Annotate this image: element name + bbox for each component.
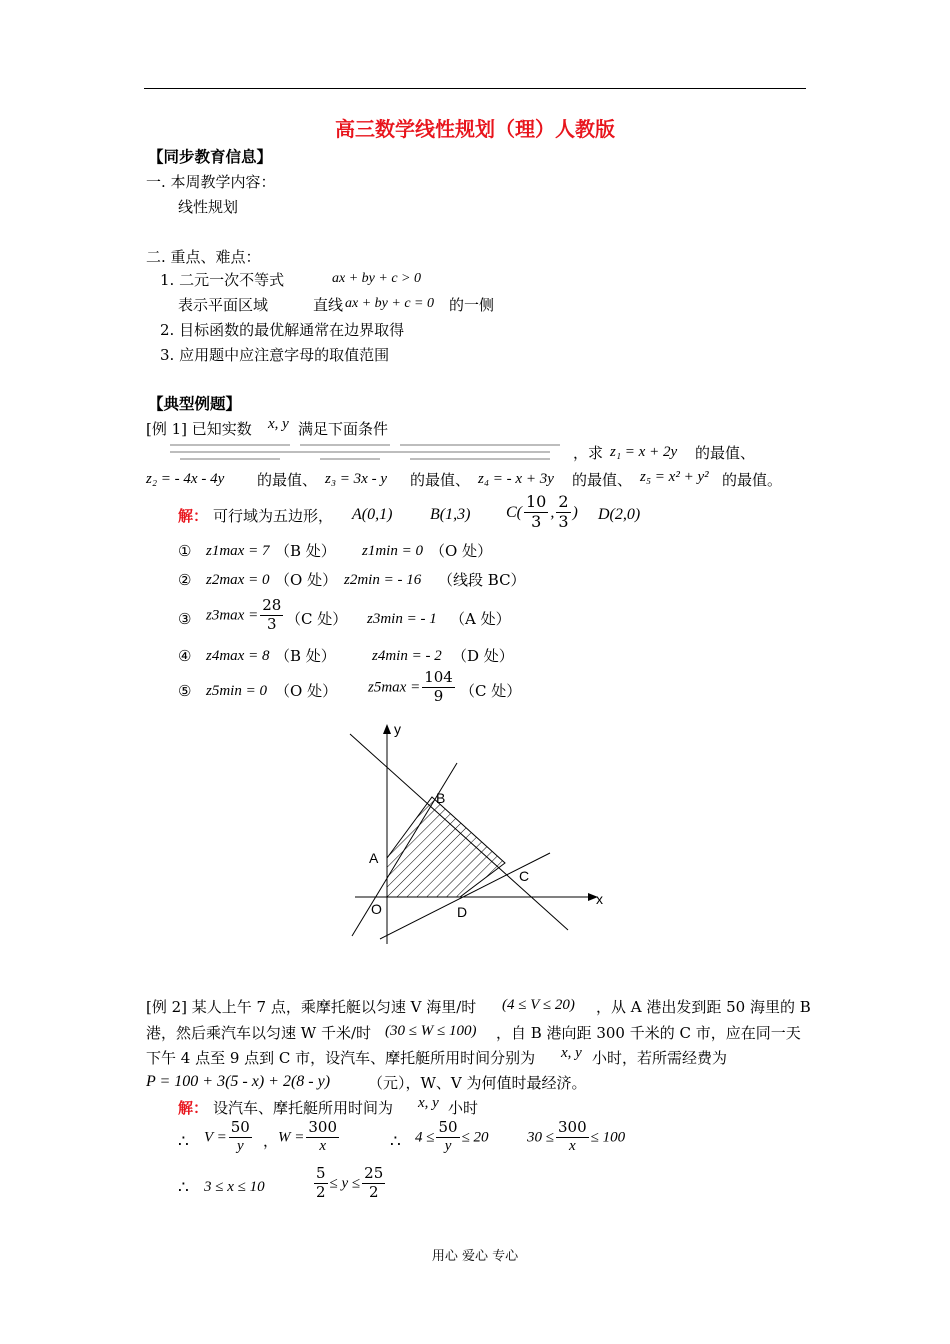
ineq2-frac bbox=[556, 1120, 589, 1155]
therefore-symbol-2: ∴ bbox=[390, 1132, 401, 1152]
point1-prefix: 1. 二元一次不等式 bbox=[160, 271, 285, 289]
result-5-min: z5min = 0 bbox=[206, 683, 267, 699]
therefore-symbol-3: ∴ bbox=[178, 1178, 189, 1198]
result-1-min-note: （O 处） bbox=[430, 542, 493, 560]
y-axis-label: y bbox=[394, 721, 401, 737]
ineq1-num: 50 bbox=[438, 1118, 458, 1136]
ex1-vars: x, y bbox=[268, 416, 289, 432]
ex2-solution-text: 设汽车、摩托艇所用时间为 bbox=[213, 1099, 394, 1117]
point-c-x-frac bbox=[524, 494, 548, 531]
ex1-z3-end: 的最值、 bbox=[410, 471, 471, 489]
result-2-num: ② bbox=[178, 571, 192, 589]
result-3-max-frac bbox=[260, 598, 283, 633]
page-footer: 用心 爱心 专心 bbox=[431, 1249, 519, 1264]
ineq1-post: ≤ 20 bbox=[461, 1129, 489, 1146]
result-5-max-num: 104 bbox=[424, 668, 453, 686]
line-bc bbox=[350, 734, 568, 930]
ex1-label: [例 1] 已知实数 bbox=[146, 420, 252, 438]
result-5-min-note: （O 处） bbox=[275, 682, 338, 700]
ex2-line2a: 港，然后乘汽车以匀速 W 千米/时 bbox=[146, 1024, 372, 1042]
y-low-frac bbox=[314, 1166, 328, 1201]
point3: 3. 应用题中应注意字母的取值范围 bbox=[160, 346, 390, 364]
v-pre: V = bbox=[204, 1129, 227, 1146]
result-1-num: ① bbox=[178, 542, 192, 560]
ex2-line2-expr: (30 ≤ W ≤ 100) bbox=[385, 1023, 477, 1039]
ex2-line4b: （元），W、V 为何值时最经济。 bbox=[368, 1074, 587, 1092]
result-3-num: ③ bbox=[178, 610, 192, 628]
point-a: A(0,1) bbox=[352, 506, 393, 523]
point-c-x-den: 3 bbox=[531, 511, 542, 531]
ex1-z2-end: 的最值、 bbox=[257, 471, 318, 489]
ex2-solution-end: 小时 bbox=[448, 1099, 479, 1117]
w-formula bbox=[278, 1120, 341, 1155]
result-3-max-group bbox=[206, 598, 285, 633]
w-pre: W = bbox=[278, 1129, 305, 1146]
result-1-min: z1min = 0 bbox=[362, 543, 423, 559]
point-c-post: ) bbox=[572, 503, 578, 521]
result-5-max-pre: z5max = bbox=[368, 679, 421, 696]
item2-label: 二. 重点、难点： bbox=[146, 248, 261, 266]
ex2-solution-vars: x, y bbox=[418, 1095, 439, 1111]
feasible-region bbox=[387, 797, 505, 897]
point2: 2. 目标函数的最优解通常在边界取得 bbox=[160, 321, 405, 339]
result-1-max: z1max = 7 bbox=[206, 543, 270, 559]
result-2-min-note: （线段 BC） bbox=[438, 571, 526, 589]
point-d: D(2,0) bbox=[598, 506, 641, 523]
ex2-line3-vars: x, y bbox=[561, 1045, 582, 1061]
ex1-solution-text: 可行域为五边形， bbox=[213, 507, 334, 525]
result-3-max-den: 3 bbox=[266, 614, 277, 633]
section-heading-examples: 【典型例题】 bbox=[148, 395, 242, 413]
ex1-z5: z₅ = x² + y² bbox=[640, 469, 709, 485]
point-c-x-num: 10 bbox=[526, 492, 547, 511]
point-c-pre: C( bbox=[506, 503, 522, 521]
ex2-line3b: 小时，若所需经费为 bbox=[592, 1049, 728, 1067]
result-1-max-note: （B 处） bbox=[275, 542, 336, 560]
ex2-line4-expr: P = 100 + 3(5 - x) + 2(8 - y) bbox=[146, 1073, 331, 1090]
v-num: 50 bbox=[230, 1118, 250, 1136]
ex2-line2b: ，自 B 港向距 300 千米的 C 市，应在同一天 bbox=[496, 1024, 801, 1042]
y-high-frac bbox=[362, 1166, 385, 1201]
y-axis-arrow bbox=[383, 724, 391, 734]
result-4-num: ④ bbox=[178, 647, 192, 665]
point1-expr: ax + by + c > 0 bbox=[332, 271, 421, 286]
ex2-line1a: [例 2] 某人上午 7 点，乘摩托艇以匀速 V 海里/时 bbox=[146, 998, 477, 1016]
ex2-solution-label: 解： bbox=[178, 1099, 209, 1117]
section-heading-sync: 【同步教育信息】 bbox=[148, 148, 273, 166]
ex1-solution-label: 解： bbox=[178, 507, 209, 525]
result-4-max-note: （B 处） bbox=[275, 647, 336, 665]
ineq1-den: y bbox=[444, 1137, 452, 1154]
label-b: B bbox=[436, 790, 446, 806]
y-high-den: 2 bbox=[368, 1182, 379, 1201]
point-c-y-frac bbox=[556, 494, 570, 531]
result-4-min-note: （D 处） bbox=[452, 647, 514, 665]
result-5-max-note: （C 处） bbox=[460, 682, 522, 700]
ex1-z4-end: 的最值、 bbox=[572, 471, 633, 489]
ineq1-pre: 4 ≤ bbox=[415, 1129, 435, 1146]
v-formula bbox=[204, 1120, 254, 1155]
page-title: 高三数学线性规划（理）人教版 bbox=[335, 117, 615, 141]
ex2-line3a: 下午 4 点至 9 点到 C 市，设汽车、摩托艇所用时间分别为 bbox=[146, 1049, 536, 1067]
header-rule bbox=[144, 88, 806, 89]
ex1-z1-end: 的最值、 bbox=[695, 444, 756, 462]
w-den: x bbox=[319, 1137, 327, 1154]
x-axis-label: x bbox=[596, 891, 603, 907]
result-5-max-group bbox=[368, 670, 457, 705]
therefore-symbol-1: ∴ bbox=[178, 1132, 189, 1152]
v-frac bbox=[229, 1120, 252, 1155]
y-high-num: 25 bbox=[364, 1164, 384, 1182]
item1-label: 一. 本周教学内容： bbox=[146, 173, 276, 191]
result-2-min: z2min = - 16 bbox=[344, 572, 422, 588]
label-a: A bbox=[369, 850, 379, 866]
result-3-min-note: （A 处） bbox=[450, 610, 511, 628]
point1-line2-expr: ax + by + c = 0 bbox=[345, 296, 434, 311]
ex2-line1-expr: (4 ≤ V ≤ 20) bbox=[502, 997, 575, 1013]
ex1-z3: z₃ = 3x - y bbox=[325, 471, 387, 487]
result-3-max-num: 28 bbox=[262, 596, 282, 614]
ex1-label-end: 满足下面条件 bbox=[298, 420, 389, 438]
result-2-max: z2max = 0 bbox=[206, 572, 270, 588]
result-3-min: z3min = - 1 bbox=[367, 611, 437, 627]
ineq-v bbox=[415, 1120, 489, 1155]
blurred-constraints bbox=[170, 441, 570, 463]
ineq-w bbox=[527, 1120, 625, 1155]
label-d: D bbox=[457, 904, 468, 920]
ineq2-den: x bbox=[568, 1137, 576, 1154]
comma: ， bbox=[263, 1132, 279, 1150]
ex1-z4: z₄ = - x + 3y bbox=[478, 471, 554, 487]
y-range bbox=[312, 1166, 387, 1201]
result-3-max-note: （C 处） bbox=[286, 610, 348, 628]
label-c: C bbox=[519, 868, 530, 884]
result-2-max-note: （O 处） bbox=[275, 571, 338, 589]
result-5-max-frac bbox=[422, 670, 455, 705]
ineq2-pre: 30 ≤ bbox=[527, 1129, 554, 1146]
feasible-region-figure bbox=[340, 716, 620, 956]
ex2-line1b: ，从 A 港出发到距 50 海里的 B bbox=[596, 998, 811, 1016]
ineq2-post: ≤ 100 bbox=[590, 1129, 626, 1146]
y-low-den: 2 bbox=[316, 1182, 326, 1201]
ex1-z2: z₂ = - 4x - 4y bbox=[146, 471, 225, 487]
point1-line2a: 表示平面区域 bbox=[178, 296, 269, 314]
ex1-z5-end: 的最值。 bbox=[722, 471, 783, 489]
w-frac bbox=[306, 1120, 339, 1155]
w-num: 300 bbox=[308, 1118, 338, 1136]
point-c-y-num: 2 bbox=[558, 492, 569, 511]
result-3-max-pre: z3max = bbox=[206, 607, 259, 624]
point-c: C( $\frac{10}{3}$ , $\frac{2}{3}$ ) bbox=[506, 492, 578, 531]
point-b: B(1,3) bbox=[430, 506, 471, 523]
ex1-z1: z₁ = x + 2y bbox=[610, 444, 678, 460]
ex1-ask: ，求 bbox=[573, 444, 604, 462]
result-4-max: z4max = 8 bbox=[206, 648, 270, 664]
ineq1-frac bbox=[436, 1120, 459, 1155]
point1-line2b: 直线 bbox=[313, 296, 344, 314]
item1-content: 线性规划 bbox=[178, 198, 239, 216]
result-5-max-den: 9 bbox=[433, 686, 444, 705]
v-den: y bbox=[236, 1137, 244, 1154]
y-mid: ≤ y ≤ bbox=[329, 1175, 361, 1192]
ineq2-num: 300 bbox=[557, 1118, 587, 1136]
y-low-num: 5 bbox=[316, 1164, 326, 1182]
point-c-y-den: 3 bbox=[558, 511, 569, 531]
point1-line2c: 的一侧 bbox=[449, 296, 495, 314]
result-4-min: z4min = - 2 bbox=[372, 648, 442, 664]
label-o: O bbox=[371, 901, 382, 917]
x-range: 3 ≤ x ≤ 10 bbox=[204, 1179, 265, 1195]
result-5-num: ⑤ bbox=[178, 682, 192, 700]
